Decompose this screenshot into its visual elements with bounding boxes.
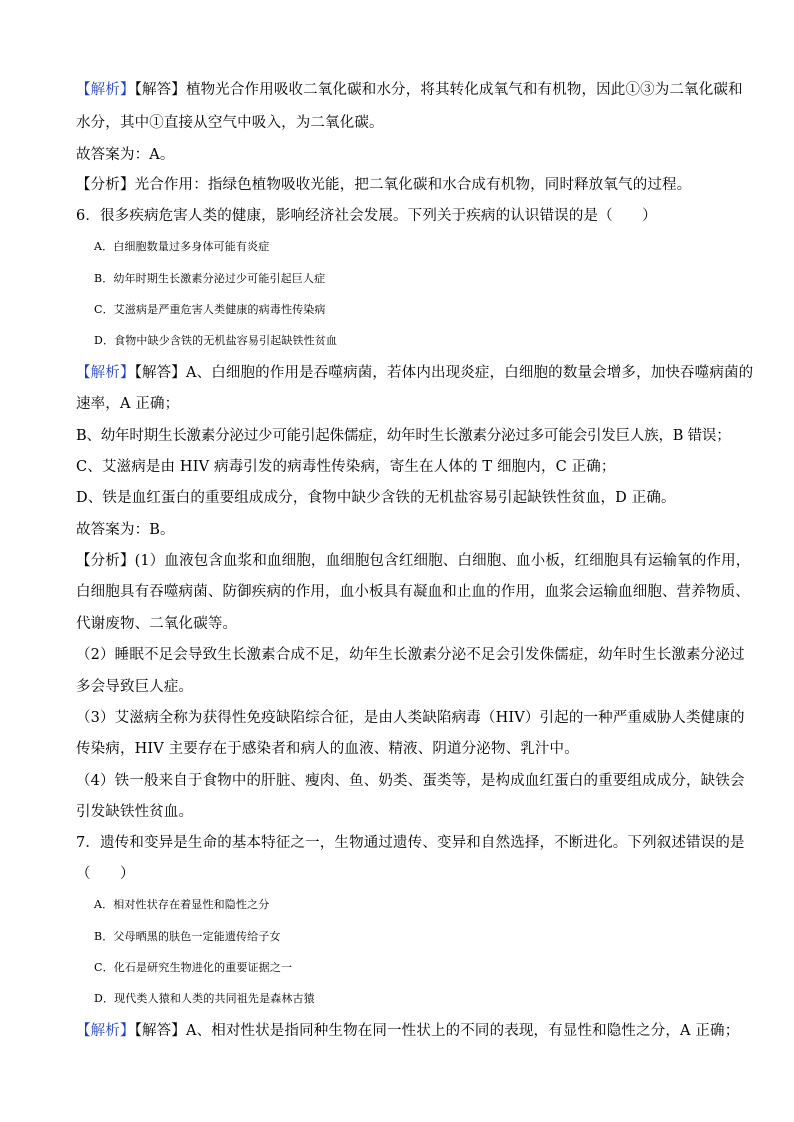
analysis-line — [76, 363, 756, 383]
line-text: 白细胞具有吞噬病菌、防御疾病的作用，血小板具有凝血和止血的作用，血浆会运输血细胞、营养物质、 — [76, 584, 750, 600]
line-text: B．父母晒黑的肤色一定能遗传给子女 — [94, 930, 281, 943]
question-6-option-a — [94, 237, 774, 257]
line-text: 故答案为：A。 — [76, 147, 175, 163]
question-7-option-c — [94, 958, 774, 978]
question-7-option-a — [94, 895, 774, 915]
line-text: A．相对性状存在着显性和隐性之分 — [94, 898, 270, 911]
question-6-option-c — [94, 300, 774, 320]
question-6-option-b — [94, 269, 774, 289]
line-text: （3）艾滋病全称为获得性免疫缺陷综合征，是由人类缺陷病毒（HIV）引起的一种严重威胁人类健康的 — [76, 710, 745, 726]
line-text: C．化石是研究生物进化的重要证据之一 — [94, 961, 293, 974]
line-text: B．幼年时期生长激素分泌过少可能引起巨人症 — [94, 272, 326, 285]
analysis-note-line — [76, 175, 756, 195]
line-text: A．白细胞数量过多身体可能有炎症 — [94, 240, 270, 253]
line-text: 引发缺铁性贫血。 — [76, 804, 194, 820]
text-line — [76, 677, 756, 697]
question-7-stem — [76, 833, 756, 853]
analysis-tag: 【解析】 — [76, 82, 135, 98]
line-text: 水分，其中①直接从空气中吸入，为二氧化碳。 — [76, 115, 384, 131]
question-7-option-b — [94, 927, 774, 947]
answer-line — [76, 145, 756, 165]
analysis-tag: 【解析】 — [76, 1023, 135, 1039]
question-7-option-d — [94, 989, 774, 1009]
line-text: （4）铁一般来自于食物中的肝脏、瘦肉、鱼、奶类、蛋类等，是构成血红蛋白的重要组成成分，缺铁会 — [76, 773, 745, 789]
question-6-stem — [76, 206, 756, 226]
line-text: 多会导致巨人症。 — [76, 679, 194, 695]
text-line — [76, 488, 756, 508]
text-line — [76, 802, 756, 822]
text-line — [76, 582, 756, 602]
text-line — [76, 771, 756, 791]
line-text: C．艾滋病是严重危害人类健康的病毒性传染病 — [94, 303, 326, 316]
line-text: （ ） — [76, 866, 135, 882]
line-text: 6．很多疾病危害人类的健康，影响经济社会发展。下列关于疾病的认识错误的是（ ） — [76, 208, 657, 224]
line-text: D．现代类人猿和人类的共同祖先是森林古猿 — [94, 992, 315, 1005]
text-line — [76, 426, 756, 446]
line-text: 传染病，HIV 主要存在于感染者和病人的血液、精液、阴道分泌物、乳汁中。 — [76, 741, 579, 757]
line-text: 故答案为：B。 — [76, 522, 175, 538]
text-line — [76, 645, 756, 665]
line-text: 代谢废物、二氧化碳等。 — [76, 616, 238, 632]
line-text: 7．遗传和变异是生命的基本特征之一，生物通过遗传、变异和自然选择，不断进化。下列叙述错误的是 — [76, 835, 745, 851]
text-line — [76, 394, 756, 414]
text-line — [76, 113, 756, 133]
question-6-option-d — [94, 331, 774, 351]
line-text: （2）睡眠不足会导致生长激素合成不足，幼年生长激素分泌不足会引发侏儒症，幼年时生长激素分泌过 — [76, 647, 745, 663]
line-text: B、幼年时期生长激素分泌过少可能引起侏儒症，幼年时生长激素分泌过多可能会引发巨人族，B 错误； — [76, 428, 731, 444]
line-text: D．食物中缺少含铁的无机盐容易引起缺铁性贫血 — [94, 334, 338, 347]
line-text: 【分析】(1）血液包含血浆和血细胞，血细胞包含红细胞、白细胞、血小板，红细胞具有运输氧的作用， — [76, 553, 751, 569]
question-7-blank — [76, 864, 756, 884]
analysis-tag: 【解析】 — [76, 365, 135, 381]
line-text: D、铁是血红蛋白的重要组成成分，食物中缺少含铁的无机盐容易引起缺铁性贫血，D 正确。 — [76, 490, 676, 506]
text-line — [76, 708, 756, 728]
analysis-note-line — [76, 551, 756, 571]
line-text: 【解答】植物光合作用吸收二氧化碳和水分，将其转化成氧气和有机物，因此①③为二氧化碳和 — [134, 82, 743, 98]
text-line — [76, 457, 756, 477]
line-text: 【分析】光合作用：指绿色植物吸收光能，把二氧化碳和水合成有机物，同时释放氧气的过程。 — [76, 177, 692, 193]
line-text: C、艾滋病是由 HIV 病毒引发的病毒性传染病，寄生在人体的 T 细胞内，C 正确； — [76, 459, 616, 475]
answer-line — [76, 520, 756, 540]
analysis-line — [76, 80, 756, 100]
line-text: 速率，A 正确； — [76, 396, 180, 412]
analysis-line — [76, 1021, 756, 1041]
text-line — [76, 739, 756, 759]
text-line — [76, 614, 756, 634]
line-text: 【解答】A、白细胞的作用是吞噬病菌，若体内出现炎症，白细胞的数量会增多，加快吞噬病菌的 — [134, 365, 754, 381]
line-text: 【解答】A、相对性状是指同种生物在同一性状上的不同的表现，有显性和隐性之分，A 正确； — [134, 1023, 740, 1039]
